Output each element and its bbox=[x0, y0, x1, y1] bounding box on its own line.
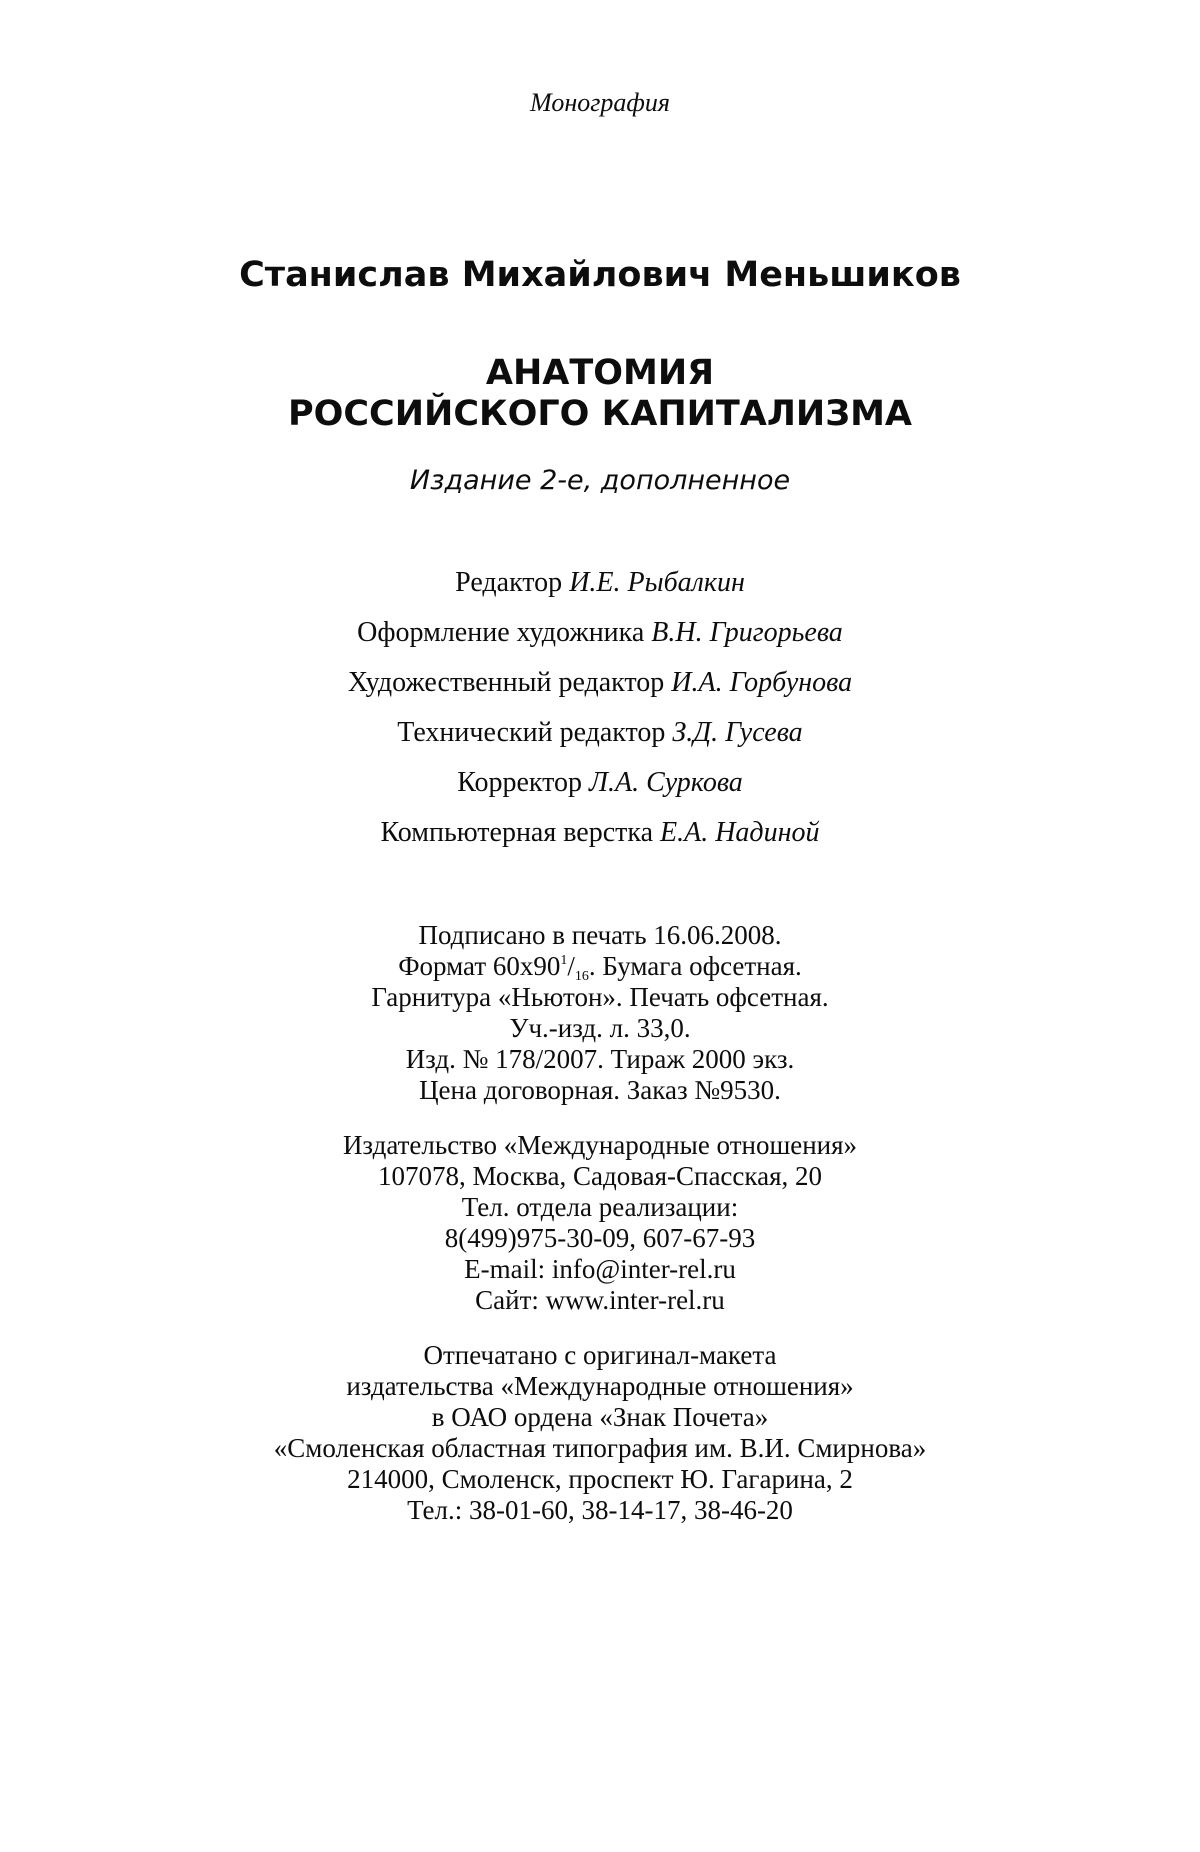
credit-role: Художественный редактор bbox=[347, 667, 665, 698]
imprint-price: Цена договорная. Заказ №9530. bbox=[419, 1075, 781, 1105]
publisher-website: Сайт: www.inter-rel.ru bbox=[475, 1285, 725, 1315]
imprint-sheets: Уч.-изд. л. 33,0. bbox=[509, 1013, 691, 1043]
imprint-signed: Подписано в печать 16.06.2008. bbox=[418, 920, 782, 950]
author-name: Станислав Михайлович Меньшиков bbox=[239, 255, 961, 295]
printer-line: издательства «Международные отношения» bbox=[346, 1371, 854, 1401]
credit-person: И.Е. Рыбалкин bbox=[569, 567, 745, 598]
imprint-format: Формат $60х90^1/_{16}$. Бумага офсетная. bbox=[398, 951, 802, 984]
credit-person: З.Д. Гусева bbox=[672, 717, 803, 748]
credit-role: Компьютерная верстка bbox=[380, 817, 653, 848]
credit-person: И.А. Горбунова bbox=[671, 667, 853, 698]
credit-person: Л.А. Суркова bbox=[589, 767, 743, 798]
imprint-typeface: Гарнитура «Ньютон». Печать офсетная. bbox=[371, 982, 829, 1012]
printer-address: 214000, Смоленск, проспект Ю. Гагарина, 2 bbox=[347, 1464, 853, 1494]
edition-note: Издание 2-е, дополненное bbox=[409, 465, 791, 496]
printer-line: Отпечатано с оригинал-макета bbox=[423, 1340, 777, 1370]
publisher-phones: 8(499)975-30-09, 607-67-93 bbox=[444, 1223, 756, 1253]
publisher-email: E-mail: info@inter-rel.ru bbox=[464, 1254, 736, 1284]
credit-person: Е.А. Надиной bbox=[660, 817, 820, 848]
credit-cover-design bbox=[0, 617, 1200, 649]
credit-layout bbox=[0, 817, 1200, 849]
credit-editor bbox=[0, 567, 1200, 599]
publisher-sales-label: Тел. отдела реализации: bbox=[461, 1192, 739, 1222]
publisher-name: Издательство «Международные отношения» bbox=[342, 1130, 858, 1160]
credit-role: Технический редактор bbox=[397, 717, 666, 748]
imprint-format-numerator: 1 bbox=[560, 953, 568, 968]
genre-label: Монография bbox=[530, 88, 670, 117]
printer-line: «Смоленская областная типография им. В.И. Смирнова» bbox=[273, 1433, 927, 1463]
imprint-edition-number: Изд. № 178/2007. Тираж 2000 экз. bbox=[405, 1044, 795, 1074]
book-title-line-2: РОССИЙСКОГО КАПИТАЛИЗМА bbox=[287, 394, 913, 434]
credit-person: В.Н. Григорьева bbox=[651, 617, 843, 648]
credit-proofreader bbox=[0, 767, 1200, 799]
imprint-format-prefix: Формат 60х90 bbox=[398, 951, 561, 981]
credit-role: Оформление художника bbox=[357, 617, 645, 648]
printer-line: в ОАО ордена «Знак Почета» bbox=[431, 1402, 769, 1432]
book-title-line-1: АНАТОМИЯ bbox=[485, 353, 715, 393]
credit-role: Редактор bbox=[455, 567, 563, 598]
publisher-address: 107078, Москва, Садовая-Спасская, 20 bbox=[377, 1161, 823, 1191]
imprint-format-suffix: . Бумага офсетная. bbox=[588, 951, 802, 981]
credit-technical-editor bbox=[0, 717, 1200, 749]
printer-phones: Тел.: 38-01-60, 38-14-17, 38-46-20 bbox=[407, 1495, 793, 1525]
credit-role: Корректор bbox=[457, 767, 582, 798]
imprint-format-denominator: 16 bbox=[574, 969, 589, 984]
credit-art-editor bbox=[0, 667, 1200, 699]
